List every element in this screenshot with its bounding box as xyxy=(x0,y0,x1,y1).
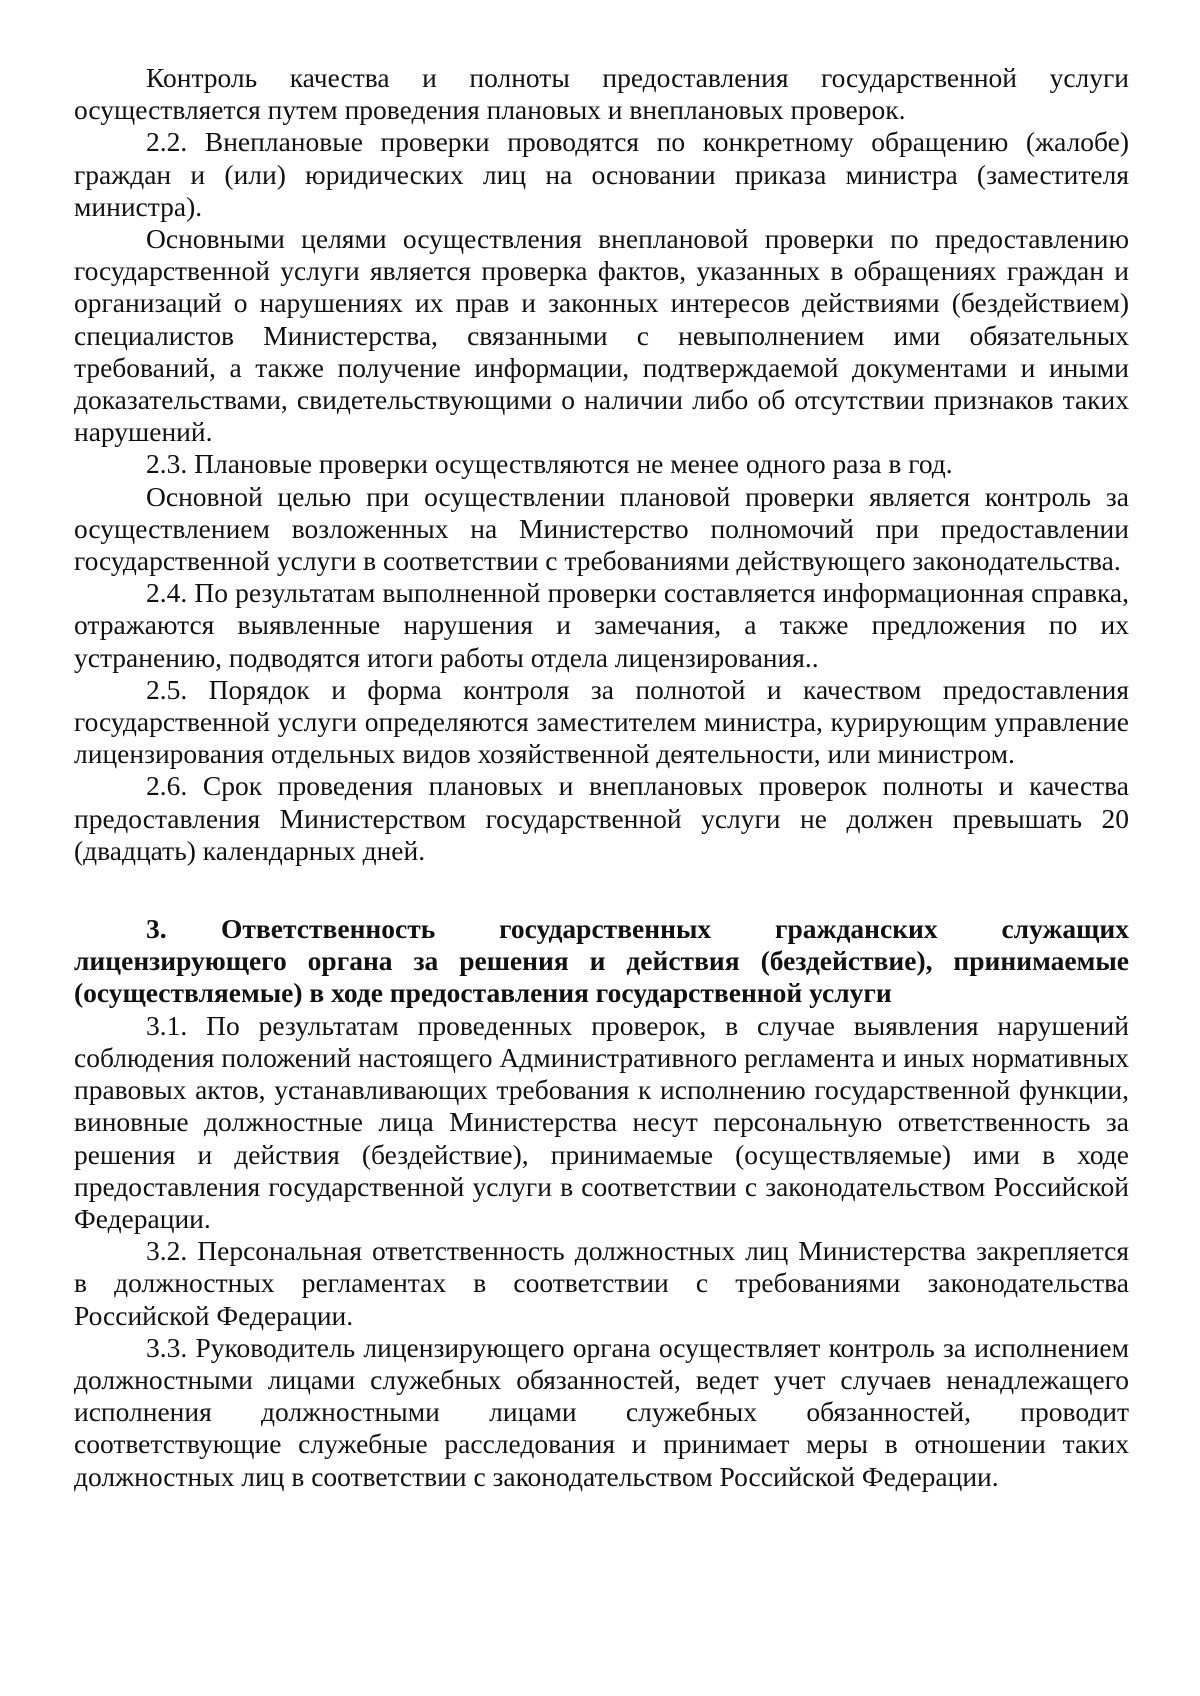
paragraph-2-3: 2.3. Плановые проверки осуществляются не менее одного раза в год. xyxy=(146,448,953,480)
section-spacer xyxy=(74,867,1129,913)
document-page xyxy=(74,62,1129,1493)
paragraph-quality-control: Контроль качества и полноты предоставления государственной услуги осуществляется путем проведения плановых и внеплановых проверок. xyxy=(74,62,1129,126)
paragraph-3-1: 3.1. По результатам проведенных проверок, в случае выявления нарушений соблюдения положений настоящего Административного регламента и иных нормативных правовых актов, устанавливающих требования к исполнению государственной функции, виновные должностные лица Министерства несут персональную ответственность за решения и действия (бездействие), принимаемые (осуществляемые) ими в ходе предоставления государственной услуги в соответствии с законодательством Российской Федерации. xyxy=(74,1009,1129,1234)
paragraph-2-6: 2.6. Срок проведения плановых и внеплановых проверок полноты и качества предоставления Министерством государственной услуги не должен превышать 20 (двадцать) календарных дней. xyxy=(74,770,1129,866)
section-title: Ответственность государственных гражданских служащих лицензирующего органа за решения и действия (бездействие), принимаемые (осуществляемые) в ходе предоставления государственной услуги xyxy=(74,913,1129,1009)
section-number: 3. xyxy=(146,913,167,945)
paragraph-scheduled-goal: Основной целью при осуществлении плановой проверки является контроль за осуществлением возложенных на Министерство полномочий при предоставлении государственной услуги в соответствии с требованиями действующего законодательства. xyxy=(74,480,1129,577)
paragraph-3-3: 3.3. Руководитель лицензирующего органа осуществляет контроль за исполнением должностными лицами служебных обязанностей, ведет учет случаев ненадлежащего исполнения должностными лицами служебных обязанностей, проводит соответствующие служебные расследования и принимает меры в отношении таких должностных лиц в соответствии с законодательством Российской Федерации. xyxy=(74,1331,1129,1492)
paragraph-3-2: 3.2. Персональная ответственность должностных лиц Министерства закрепляется в должностных регламентах в соответствии с требованиями законодательства Российской Федерации. xyxy=(74,1235,1129,1331)
paragraph-2-4: 2.4. По результатам выполненной проверки составляется информационная справка, отражаются выявленные нарушения и замечания, а также предложения по их устранению, подводятся итоги работы отдела лицензирования.. xyxy=(74,577,1129,673)
paragraph-2-2: 2.2. Внеплановые проверки проводятся по конкретному обращению (жалобе) граждан и (или) юридических лиц на основании приказа министра (заместителя министра). xyxy=(74,126,1129,222)
paragraph-unscheduled-goals: Основными целями осуществления внеплановой проверки по предоставлению государственной услуги является проверка фактов, указанных в обращениях граждан и организаций о нарушениях их прав и законных интересов действиями (бездействием) специалистов Министерства, связанными с невыполнением ими обязательных требований, а также получение информации, подтверждаемой документами и иными доказательствами, свидетельствующими о наличии либо об отсутствии признаков таких нарушений. xyxy=(74,223,1129,448)
paragraph-2-5: 2.5. Порядок и форма контроля за полнотой и качеством предоставления государственной услуги определяются заместителем министра, курирующим управление лицензирования отдельных видов хозяйственной деятельности, или министром. xyxy=(74,673,1129,770)
section-heading xyxy=(74,913,1129,1010)
